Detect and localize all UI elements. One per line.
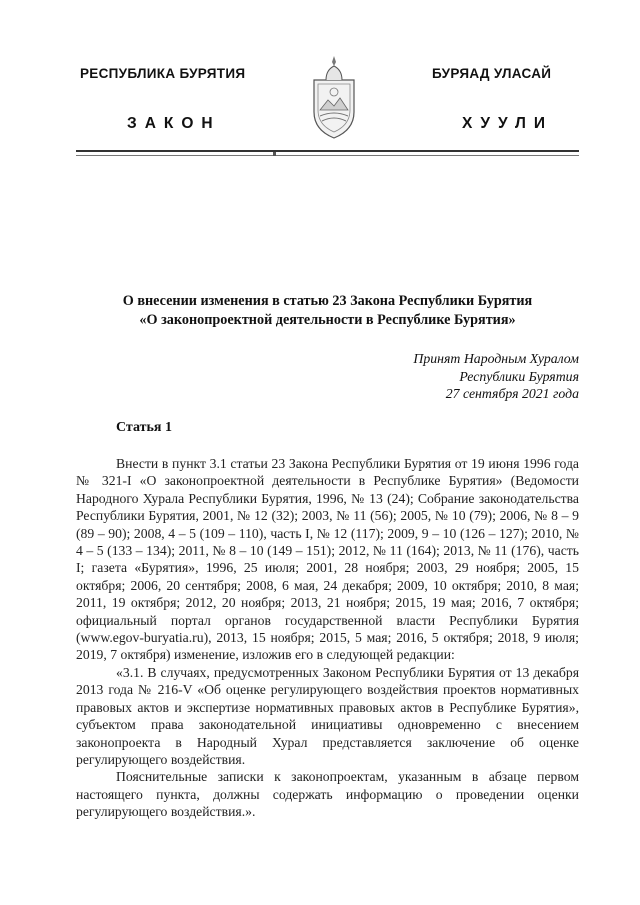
article-body <box>76 455 579 821</box>
header-rule-thin <box>76 155 579 156</box>
adoption-line-1: Принят Народным Хуралом <box>413 351 579 366</box>
republic-name-ru: РЕСПУБЛИКА БУРЯТИЯ <box>80 66 246 81</box>
article-paragraph-3: Пояснительные записки к законопроектам, указанным в абзаце первом настоящего пункта, должны содержать информацию о проведении оценки регулирующего воздействия.». <box>76 769 579 820</box>
law-title-line-2: «О законопроектной деятельности в Республике Бурятия» <box>139 312 516 328</box>
coat-of-arms-icon <box>312 52 356 140</box>
article-heading: Статья 1 <box>116 420 172 435</box>
header-rule-mark <box>273 152 276 156</box>
adoption-line-3: 27 сентября 2021 года <box>445 386 579 401</box>
law-label-bua: ХУУЛИ <box>462 115 554 132</box>
adoption-note <box>413 350 579 403</box>
republic-name-bua: БУРЯАД УЛАСАЙ <box>432 66 552 81</box>
article-paragraph-2: «3.1. В случаях, предусмотренных Законом Республики Бурятия от 13 декабря 2013 года № 216-V «Об оценке регулирующего воздействия проектов нормативных правовых актов и экспертизе нормативных правовых актов в Республике Бурятия», субъектом права законодательной инициативы одновременно с внесением законопроекта в Народный Хурал представляется заключение об оценке регулирующего воздействия. <box>76 664 579 767</box>
law-title-line-1: О внесении изменения в статью 23 Закона Республики Бурятия <box>122 293 533 309</box>
adoption-line-2: Республики Бурятия <box>459 368 579 384</box>
header-rule-thick <box>76 150 579 152</box>
law-title <box>76 292 579 330</box>
article-paragraph-1: Внести в пункт 3.1 статьи 23 Закона Республики Бурятия от 19 июня 1996 года № 321-I «О законопроектной деятельности в Республике Бурятия» (Ведомости Народного Хурала Республики Бурятия, 1996, № 13 (24); Собрание законодательства Республики Бурятия, 2001, № 12 (32); 2003, № 11 (56); 2005, № 10 (79); 2006, № 8 – 9 (89 – 90); 2008, 4 – 5 (109 – 110), часть I, № 12 (117); 2009, 9 – 10 (126 – 127); 2010, № 4 – 5 (133 – 134); 2011, № 8 – 10 (149 – 151); 2012, № 11 (164); 2013, № 11 (176), часть I; газета «Бурятия», 1996, 25 июля; 2001, 28 ноября; 2003, 29 ноября; 2005, 15 октября; 2006, 20 сентября; 2008, 6 мая, 24 декабря; 2009, 10 октября; 2010, 8 мая; 2011, 19 октября; 2012, 20 ноября; 2013, 21 ноября; 2015, 19 мая; 2016, 7 октября; официальный портал органов государственной власти Республики Бурятия (www.egov-buryatia.ru), 2013, 15 ноября; 2015, 5 мая; 2016, 5 октября; 2018, 9 июля; 2019, 7 октября) изменение, изложив его в следующей редакции: <box>76 456 579 663</box>
law-label-ru: ЗАКОН <box>127 115 221 132</box>
